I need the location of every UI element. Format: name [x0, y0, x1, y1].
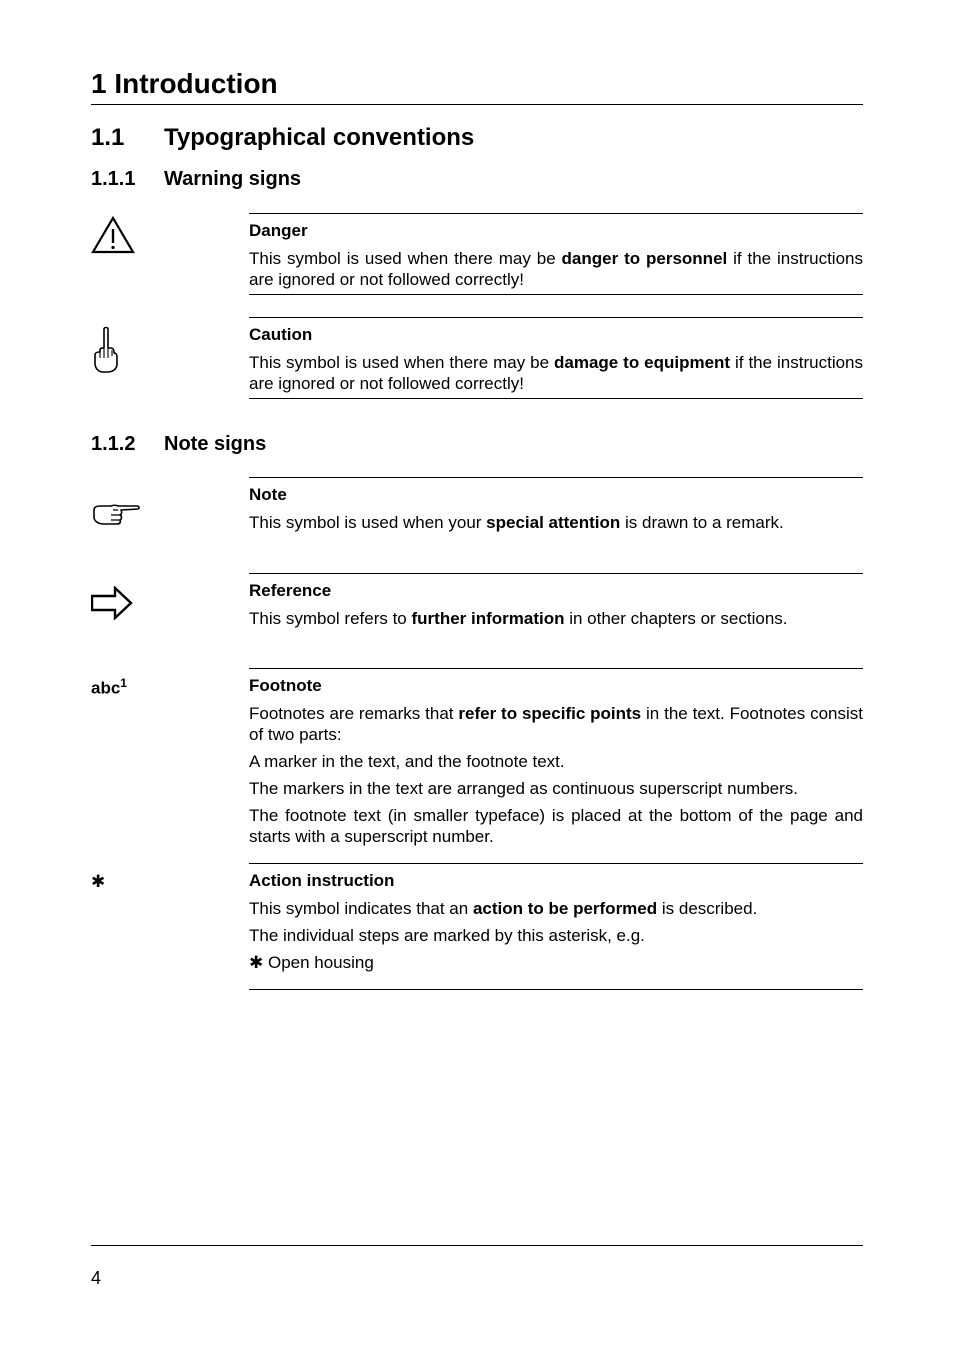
- note-signs-title: Note signs: [164, 433, 267, 455]
- caution-entry: [249, 317, 863, 399]
- note-title: Note: [249, 485, 287, 504]
- action-text-3: ✱ Open housing: [249, 953, 374, 972]
- warning-triangle-icon: [91, 216, 135, 254]
- action-title: Action instruction: [249, 871, 395, 890]
- action-text-1: This symbol indicates that an action to be performed is described.: [249, 899, 758, 918]
- document-page: [91, 0, 863, 1350]
- pointing-finger-up-icon: [91, 326, 121, 374]
- arrow-right-icon: [91, 586, 133, 620]
- caution-title: Caution: [249, 325, 313, 344]
- footer-rule: [91, 1245, 863, 1246]
- chapter-rule: [91, 104, 863, 105]
- section-number: 1.1: [91, 124, 125, 151]
- danger-title: Danger: [249, 221, 308, 240]
- section-heading: [91, 123, 474, 153]
- action-entry: [249, 863, 863, 990]
- footnote-text-4: The footnote text (in smaller typeface) is placed at the bottom of the page and starts with a superscript number.: [249, 806, 863, 846]
- danger-text: This symbol is used when there may be danger to personnel if the instructions are ignored or not followed correctly!: [249, 249, 863, 289]
- footnote-text-2: A marker in the text, and the footnote text.: [249, 752, 565, 771]
- note-signs-number: 1.1.2: [91, 433, 136, 455]
- warning-signs-number: 1.1.1: [91, 168, 136, 190]
- danger-entry: [249, 213, 863, 295]
- pointing-hand-right-icon: [91, 502, 141, 528]
- footnote-entry: [249, 668, 863, 859]
- warning-signs-title: Warning signs: [164, 168, 302, 190]
- action-text-2: The individual steps are marked by this asterisk, e.g.: [249, 926, 645, 945]
- footnote-marker: abc$^1$: [91, 676, 127, 698]
- note-entry: [249, 477, 863, 548]
- footnote-text-3: The markers in the text are arranged as continuous superscript numbers.: [249, 779, 798, 798]
- footnote-title: Footnote: [249, 676, 322, 695]
- footnote-text-1: Footnotes are remarks that refer to specific points in the text. Footnotes consist of two parts:: [249, 704, 863, 744]
- reference-text: This symbol refers to further information in other chapters or sections.: [249, 609, 788, 628]
- note-text: This symbol is used when your special attention is drawn to a remark.: [249, 513, 784, 532]
- reference-title: Reference: [249, 581, 332, 600]
- chapter-title: 1 Introduction: [91, 68, 278, 99]
- warning-signs-heading: [91, 166, 301, 192]
- asterisk-icon: ✱: [91, 872, 106, 891]
- caution-text: This symbol is used when there may be damage to equipment if the instructions are ignored or not followed correctly!: [249, 353, 864, 393]
- page-number: 4: [91, 1268, 102, 1288]
- reference-entry: [249, 573, 863, 644]
- note-signs-heading: [91, 431, 266, 457]
- section-title: Typographical conventions: [164, 124, 475, 151]
